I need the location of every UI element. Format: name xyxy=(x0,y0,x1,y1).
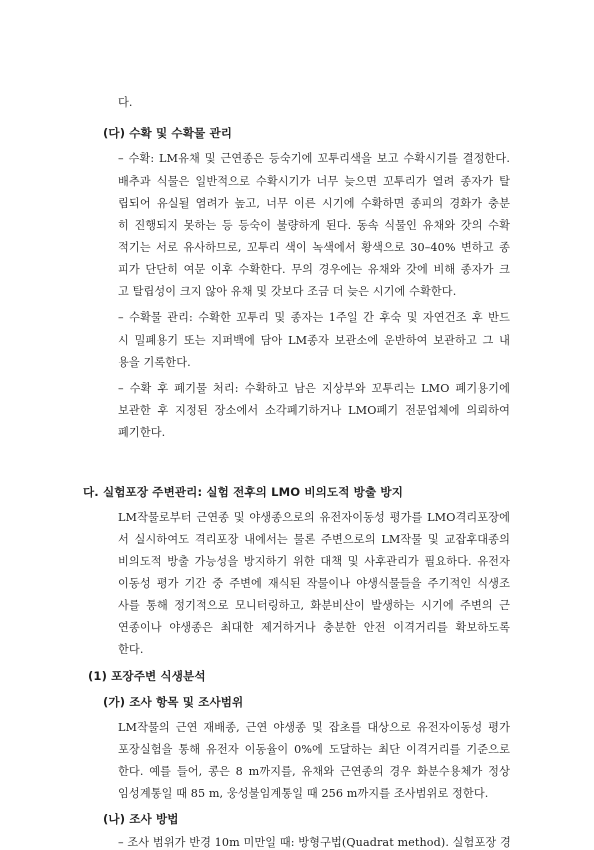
text-line: 임성계통일 때 85 m, 웅성불임계통일 때 256 m까지를 조사범위로 정한다. xyxy=(118,787,489,800)
text-line: 다. xyxy=(118,96,133,109)
text-line: 히 진행되지 못하는 등 등숙이 불량하게 된다. 동속 식물인 유채와 갓의 수확 xyxy=(118,219,510,232)
text-line: – 조사 범위가 반경 10m 미만일 때: 방형구법(Quadrat method). 실험포장 경 xyxy=(118,836,511,849)
text-line: LM작물로부터 근연종 및 야생종으로의 유전자이동성 평가를 LMO격리포장에 xyxy=(118,511,510,524)
text-line: 폐기한다. xyxy=(118,426,166,439)
text-line: 립되어 유실될 염려가 높고, 너무 이른 시기에 수확하면 종피의 경화가 충분 xyxy=(118,197,510,210)
text-line: 이동성 평가 기간 중 주변에 재식된 작물이나 야생식물들을 주기적인 식생조 xyxy=(118,577,510,590)
text-line: 피가 단단히 여문 이후 수확한다. 무의 경우에는 유채와 갓에 비해 종자가 크 xyxy=(118,263,510,276)
subheading-harvest: (다) 수확 및 수확물 관리 xyxy=(103,126,233,140)
text-line: 적기는 서로 유사하므로, 꼬투리 색이 녹색에서 황색으로 30–40% 변하고 종 xyxy=(118,241,510,254)
text-line: 포장실험을 통해 유전자 이동율이 0%에 도달하는 최단 이격거리를 기준으로 xyxy=(118,743,510,756)
subheading-survey-method: (나) 조사 방법 xyxy=(103,812,179,826)
text-line: 사를 통해 정기적으로 모니터링하고, 화분비산이 발생하는 시기에 주변의 근 xyxy=(118,599,510,612)
section-heading: 다. 실험포장 주변관리: 실험 전후의 LMO 비의도적 방출 방지 xyxy=(83,485,404,499)
text-line: – 수확물 관리: 수확한 꼬투리 및 종자는 1주일 간 후숙 및 자연건조 후 반드 xyxy=(118,311,510,324)
text-line: LM작물의 근연 재배종, 근연 야생종 및 잡초를 대상으로 유전자이동성 평가 xyxy=(118,721,510,734)
text-line: 고 탈립성이 크지 않아 유채 및 갓보다 조금 더 늦은 시기에 수확한다. xyxy=(118,285,457,298)
subheading-survey-items: (가) 조사 항목 및 조사범위 xyxy=(103,695,244,709)
text-line: 보관한 후 지정된 장소에서 소각폐기하거나 LMO폐기 전문업체에 의뢰하여 xyxy=(118,404,510,417)
text-line: 한다. 예를 들어, 콩은 8 m까지를, 유채와 근연종의 경우 화분수용체가 정상 xyxy=(118,765,510,778)
subheading-vegetation: (1) 포장주변 식생분석 xyxy=(88,669,206,683)
text-line: 배추과 식물은 일반적으로 수확시기가 너무 늦으면 꼬투리가 열려 종자가 탈 xyxy=(118,175,510,188)
text-line: 서 실시하여도 격리포장 내에서는 물론 주변으로의 LM작물 및 교잡후대종의 xyxy=(118,533,510,546)
text-line: 시 밀폐용기 또는 지퍼백에 담아 LM종자 보관소에 운반하여 보관하고 그 내 xyxy=(118,334,510,347)
text-line: 연종이나 야생종은 최대한 제거하거나 충분한 안전 이격거리를 확보하도록 xyxy=(118,621,510,634)
text-line: – 수확 후 폐기물 처리: 수확하고 남은 지상부와 꼬투리는 LMO 폐기용기에 xyxy=(118,382,510,395)
text-line: – 수확: LM유채 및 근연종은 등숙기에 꼬투리색을 보고 수확시기를 결정한다. xyxy=(118,152,510,165)
text-line: 한다. xyxy=(118,643,144,656)
text-line: 비의도적 방출 가능성을 방지하기 위한 대책 및 사후관리가 필요하다. 유전자 xyxy=(118,555,510,568)
text-line: 용을 기록한다. xyxy=(118,356,191,369)
